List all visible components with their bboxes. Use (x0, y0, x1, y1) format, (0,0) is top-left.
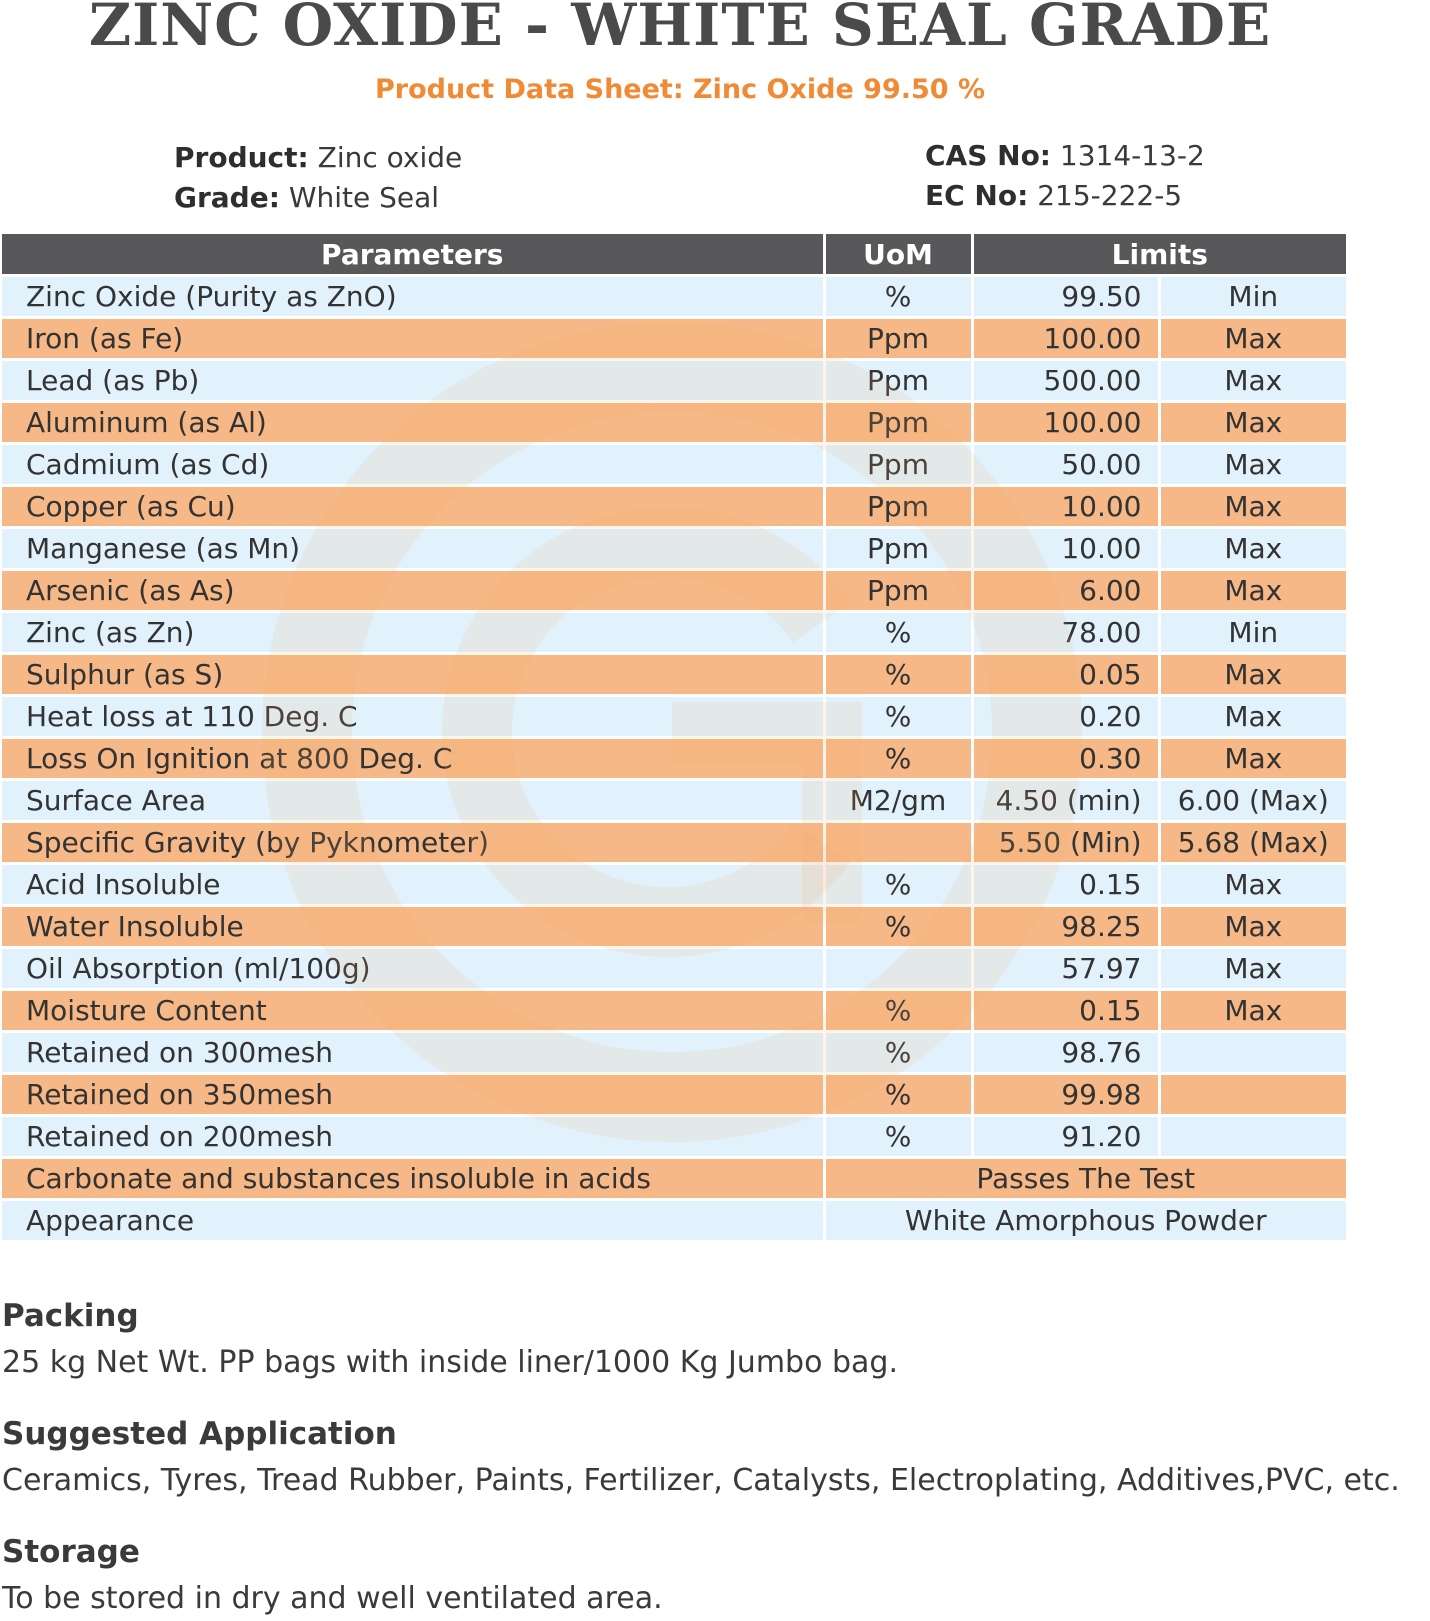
table-row (2, 276, 1346, 318)
storage-text: To be stored in dry and well ventilated area. (2, 1581, 663, 1616)
grade-line (174, 178, 462, 218)
parameter-cell: Zinc Oxide (Purity as ZnO) (2, 276, 824, 318)
parameter-cell: Arsenic (as As) (2, 570, 824, 612)
table-row (2, 1116, 1346, 1158)
uom-cell: % (824, 654, 972, 696)
table-row (2, 948, 1346, 990)
table-row (2, 1032, 1346, 1074)
table-row (2, 1158, 1346, 1200)
limit-type-cell: Max (1159, 360, 1346, 402)
limit-type-cell (1159, 1116, 1346, 1158)
table-row (2, 360, 1346, 402)
uom-cell: Ppm (824, 318, 972, 360)
table-row (2, 318, 1346, 360)
product-value: Zinc oxide (317, 141, 463, 174)
parameter-cell: Lead (as Pb) (2, 360, 824, 402)
table-row (2, 444, 1346, 486)
uom-cell: % (824, 1074, 972, 1116)
limit-value-cell: 4.50 (min) (972, 780, 1159, 822)
table-header-row (2, 234, 1346, 276)
uom-cell: % (824, 696, 972, 738)
ec-line (925, 176, 1205, 216)
header-uom: UoM (824, 234, 972, 276)
table-row (2, 486, 1346, 528)
table-row (2, 738, 1346, 780)
limit-value-cell: 98.76 (972, 1032, 1159, 1074)
table-row (2, 570, 1346, 612)
table-row (2, 1200, 1346, 1242)
parameter-cell: Acid Insoluble (2, 864, 824, 906)
limit-value-cell: 0.30 (972, 738, 1159, 780)
spanned-value-cell: White Amorphous Powder (824, 1200, 1346, 1242)
uom-cell: % (824, 738, 972, 780)
limit-type-cell (1159, 1032, 1346, 1074)
limit-type-cell: Max (1159, 318, 1346, 360)
uom-cell: % (824, 1116, 972, 1158)
table-row (2, 864, 1346, 906)
limit-value-cell: 50.00 (972, 444, 1159, 486)
limit-value-cell: 99.98 (972, 1074, 1159, 1116)
limit-type-cell: Min (1159, 276, 1346, 318)
specification-table (2, 234, 1346, 1243)
uom-cell: Ppm (824, 360, 972, 402)
parameter-cell: Sulphur (as S) (2, 654, 824, 696)
parameter-cell: Cadmium (as Cd) (2, 444, 824, 486)
parameter-cell: Manganese (as Mn) (2, 528, 824, 570)
limit-value-cell: 78.00 (972, 612, 1159, 654)
limit-value-cell: 100.00 (972, 402, 1159, 444)
limit-value-cell: 0.20 (972, 696, 1159, 738)
uom-cell: Ppm (824, 486, 972, 528)
parameter-cell: Water Insoluble (2, 906, 824, 948)
parameter-cell: Loss On Ignition at 800 Deg. C (2, 738, 824, 780)
parameter-cell: Heat loss at 110 Deg. C (2, 696, 824, 738)
cas-line (925, 136, 1205, 176)
limit-type-cell: Max (1159, 444, 1346, 486)
parameter-cell: Oil Absorption (ml/100g) (2, 948, 824, 990)
limit-value-cell: 10.00 (972, 486, 1159, 528)
limit-value-cell: 0.15 (972, 990, 1159, 1032)
parameter-cell: Moisture Content (2, 990, 824, 1032)
storage-heading: Storage (2, 1534, 140, 1570)
uom-cell: % (824, 612, 972, 654)
uom-cell: % (824, 1032, 972, 1074)
table-row (2, 780, 1346, 822)
limit-type-cell: Max (1159, 906, 1346, 948)
uom-cell: Ppm (824, 570, 972, 612)
limit-type-cell: Min (1159, 612, 1346, 654)
limit-value-cell: 0.05 (972, 654, 1159, 696)
grade-label: Grade: (174, 181, 280, 214)
uom-cell (824, 822, 972, 864)
product-info (174, 138, 462, 218)
table-row (2, 612, 1346, 654)
limit-type-cell: 6.00 (Max) (1159, 780, 1346, 822)
header-parameters: Parameters (2, 234, 824, 276)
uom-cell: Ppm (824, 444, 972, 486)
spanned-value-cell: Passes The Test (824, 1158, 1346, 1200)
limit-type-cell: Max (1159, 990, 1346, 1032)
limit-value-cell: 57.97 (972, 948, 1159, 990)
parameter-cell: Aluminum (as Al) (2, 402, 824, 444)
limit-value-cell: 98.25 (972, 906, 1159, 948)
limit-type-cell: Max (1159, 528, 1346, 570)
product-line (174, 138, 462, 178)
table-body (2, 276, 1346, 1242)
limit-type-cell: Max (1159, 738, 1346, 780)
limit-value-cell: 6.00 (972, 570, 1159, 612)
table-row (2, 822, 1346, 864)
limit-type-cell (1159, 1074, 1346, 1116)
parameter-cell: Zinc (as Zn) (2, 612, 824, 654)
limit-value-cell: 500.00 (972, 360, 1159, 402)
limit-value-cell: 10.00 (972, 528, 1159, 570)
parameter-cell: Retained on 200mesh (2, 1116, 824, 1158)
uom-cell: % (824, 276, 972, 318)
parameter-cell: Carbonate and substances insoluble in acids (2, 1158, 824, 1200)
packing-text: 25 kg Net Wt. PP bags with inside liner/1000 Kg Jumbo bag. (2, 1345, 898, 1380)
cas-label: CAS No: (925, 139, 1051, 172)
page-subtitle: Product Data Sheet: Zinc Oxide 99.50 % (374, 74, 986, 105)
limit-type-cell: Max (1159, 948, 1346, 990)
parameter-cell: Appearance (2, 1200, 824, 1242)
parameter-cell: Retained on 350mesh (2, 1074, 824, 1116)
parameter-cell: Copper (as Cu) (2, 486, 824, 528)
ec-value: 215-222-5 (1037, 179, 1183, 212)
parameter-cell: Surface Area (2, 780, 824, 822)
uom-cell: % (824, 906, 972, 948)
limit-type-cell: Max (1159, 570, 1346, 612)
parameter-cell: Retained on 300mesh (2, 1032, 824, 1074)
table-row (2, 696, 1346, 738)
table-row (2, 906, 1346, 948)
limit-value-cell: 99.50 (972, 276, 1159, 318)
limit-type-cell: 5.68 (Max) (1159, 822, 1346, 864)
ec-label: EC No: (925, 179, 1029, 212)
limit-type-cell: Max (1159, 654, 1346, 696)
header-limits: Limits (972, 234, 1346, 276)
parameter-cell: Specific Gravity (by Pyknometer) (2, 822, 824, 864)
registry-info (925, 136, 1205, 216)
limit-type-cell: Max (1159, 486, 1346, 528)
application-text: Ceramics, Tyres, Tread Rubber, Paints, Fertilizer, Catalysts, Electroplating, Additives,PVC, etc. (2, 1463, 1400, 1498)
product-label: Product: (174, 141, 309, 174)
uom-cell: % (824, 990, 972, 1032)
application-heading: Suggested Application (2, 1416, 397, 1452)
grade-value: White Seal (288, 181, 440, 214)
uom-cell: Ppm (824, 402, 972, 444)
limit-type-cell: Max (1159, 864, 1346, 906)
limit-value-cell: 91.20 (972, 1116, 1159, 1158)
table-row (2, 990, 1346, 1032)
uom-cell: % (824, 864, 972, 906)
limit-type-cell: Max (1159, 696, 1346, 738)
page-title: ZINC OXIDE - WHITE SEAL GRADE (88, 0, 1272, 59)
table-row (2, 528, 1346, 570)
uom-cell (824, 948, 972, 990)
table-row (2, 402, 1346, 444)
table-row (2, 654, 1346, 696)
limit-value-cell: 0.15 (972, 864, 1159, 906)
limit-type-cell: Max (1159, 402, 1346, 444)
parameter-cell: Iron (as Fe) (2, 318, 824, 360)
limit-value-cell: 5.50 (Min) (972, 822, 1159, 864)
table-row (2, 1074, 1346, 1116)
uom-cell: M2/gm (824, 780, 972, 822)
cas-value: 1314-13-2 (1059, 139, 1205, 172)
packing-heading: Packing (2, 1298, 139, 1334)
uom-cell: Ppm (824, 528, 972, 570)
limit-value-cell: 100.00 (972, 318, 1159, 360)
